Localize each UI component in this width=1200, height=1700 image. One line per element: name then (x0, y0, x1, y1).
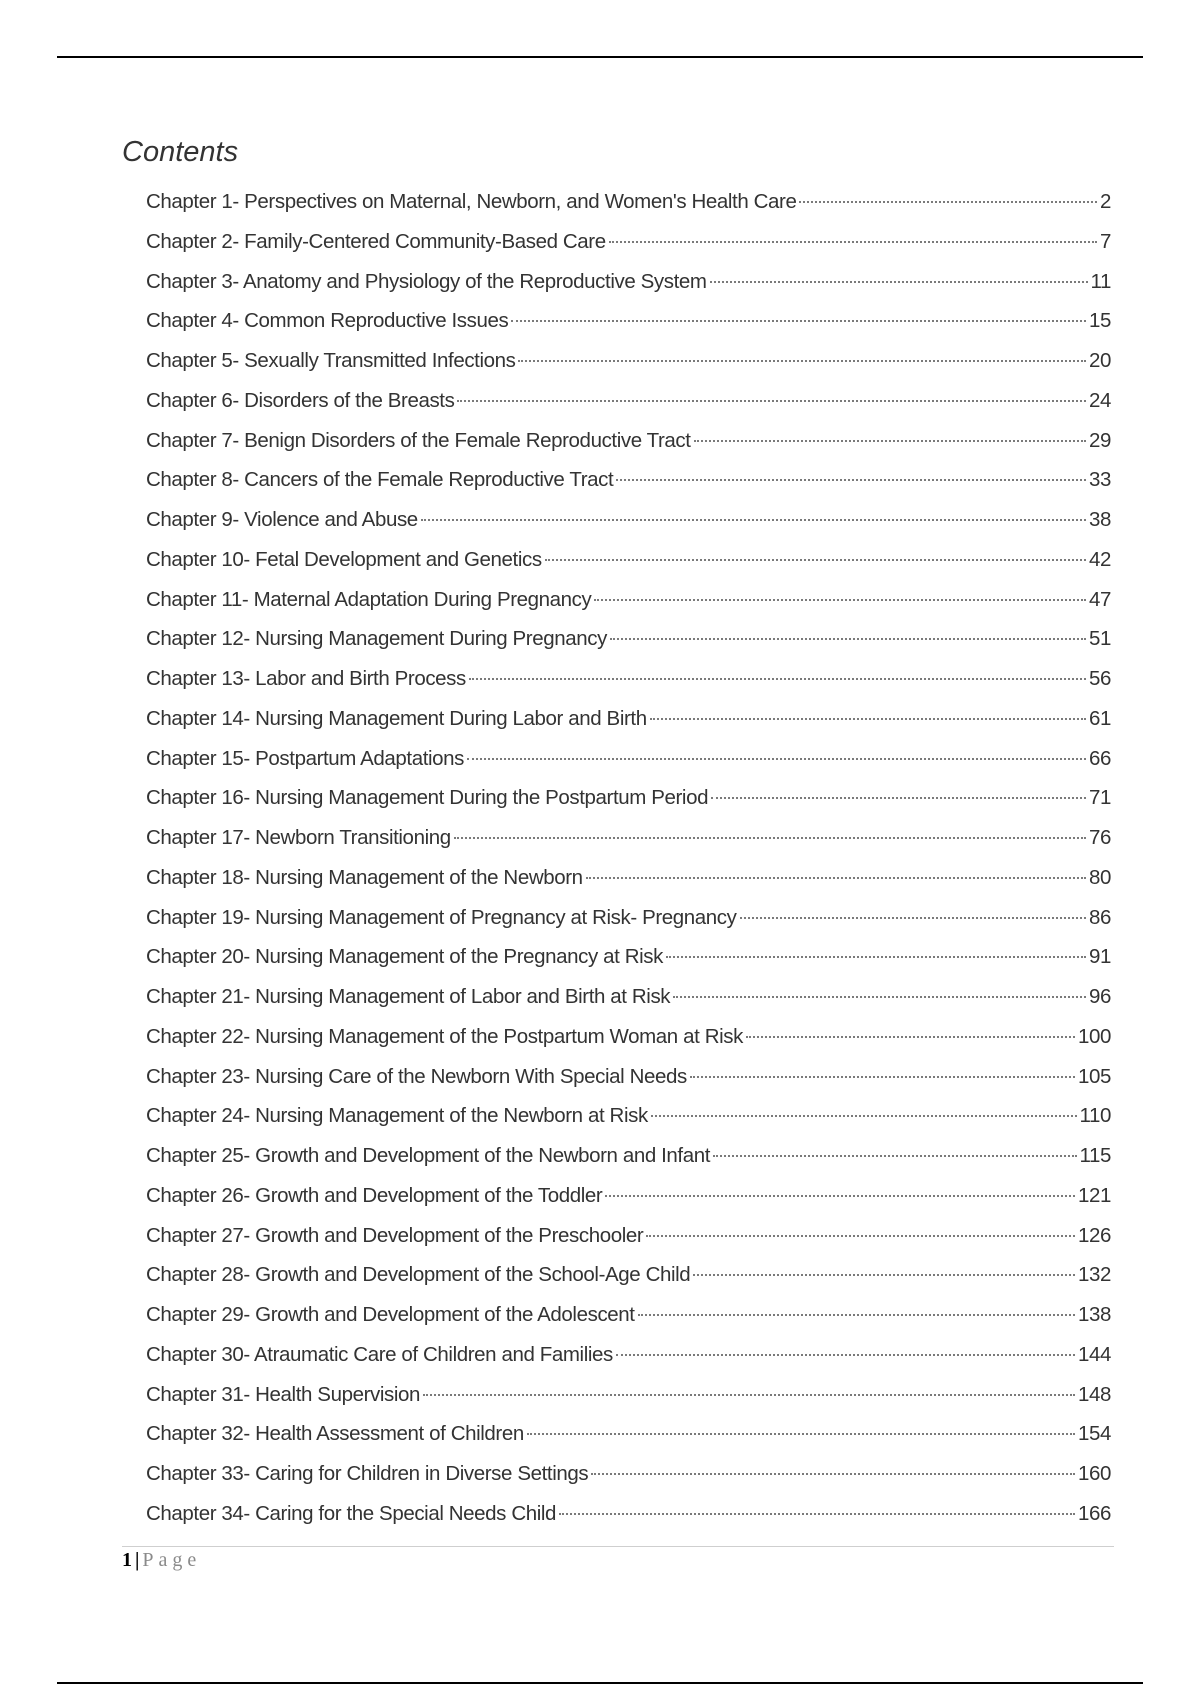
toc-entry[interactable] (146, 381, 1111, 421)
toc-entry-page: 126 (1077, 1223, 1111, 1247)
toc-entry[interactable] (146, 421, 1111, 461)
toc-dot-leader (591, 1471, 1075, 1475)
toc-entry-page: 132 (1077, 1263, 1111, 1287)
toc-entry-page: 138 (1077, 1303, 1111, 1326)
toc-entry[interactable] (146, 1295, 1111, 1335)
toc-entry-title: Chapter 34- Caring for the Special Needs Child (146, 1501, 557, 1525)
toc-entry[interactable] (146, 1057, 1111, 1097)
toc-entry-page: 11 (1090, 269, 1111, 293)
toc-dot-leader (616, 477, 1086, 481)
top-rule (57, 56, 1143, 58)
toc-entry[interactable] (146, 1136, 1111, 1176)
toc-entry-title: Chapter 5- Sexually Transmitted Infections (146, 349, 516, 372)
toc-entry-title: Chapter 11- Maternal Adaptation During Pregnancy (146, 587, 592, 611)
contents-heading: Contents (122, 136, 239, 168)
toc-entry-title: Chapter 3- Anatomy and Physiology of the Reproductive System (146, 269, 707, 293)
toc-entry-title: Chapter 33- Caring for Children in Diverse Settings (146, 1462, 589, 1485)
toc-entry-page: 76 (1088, 826, 1111, 849)
footer-page-number: 1 (122, 1549, 132, 1571)
toc-dot-leader (651, 1113, 1077, 1117)
toc-entry-title: Chapter 12- Nursing Management During Pregnancy (146, 627, 607, 651)
toc-dot-leader (693, 1272, 1075, 1276)
toc-entry-title: Chapter 7- Benign Disorders of the Female Reproductive Tract (146, 428, 691, 452)
page-footer (122, 1549, 201, 1572)
toc-entry[interactable] (146, 977, 1111, 1017)
toc-entry-title: Chapter 32- Health Assessment of Children (146, 1422, 524, 1446)
toc-entry-title: Chapter 29- Growth and Development of the Adolescent (146, 1303, 635, 1326)
bottom-rule (57, 1682, 1143, 1684)
toc-entry[interactable] (146, 1255, 1111, 1295)
toc-entry-title: Chapter 19- Nursing Management of Pregnancy at Risk- Pregnancy (146, 905, 737, 929)
toc-entry[interactable] (146, 1096, 1111, 1136)
toc-dot-leader (559, 1511, 1075, 1515)
toc-dot-leader (690, 1074, 1075, 1078)
toc-entry-page: 115 (1079, 1144, 1111, 1167)
toc-entry[interactable] (146, 898, 1111, 938)
toc-entry-title: Chapter 24- Nursing Management of the Newborn at Risk (146, 1104, 648, 1128)
toc-entry-page: 15 (1088, 309, 1111, 333)
toc-entry-page: 148 (1077, 1382, 1111, 1406)
toc-dot-leader (605, 1193, 1075, 1197)
toc-entry[interactable] (146, 1375, 1111, 1415)
toc-entry-title: Chapter 4- Common Reproductive Issues (146, 309, 509, 333)
toc-dot-leader (673, 994, 1086, 998)
toc-entry[interactable] (146, 858, 1111, 898)
toc-entry-page: 38 (1088, 508, 1111, 531)
toc-entry-title: Chapter 14- Nursing Management During Labor and Birth (146, 706, 647, 730)
toc-entry-page: 166 (1077, 1501, 1111, 1525)
toc-dot-leader (527, 1431, 1075, 1435)
toc-dot-leader (518, 358, 1086, 362)
toc-entry-page: 91 (1088, 945, 1111, 969)
toc-entry-title: Chapter 23- Nursing Care of the Newborn With Special Needs (146, 1064, 687, 1088)
toc-dot-leader (467, 756, 1086, 760)
toc-entry[interactable] (146, 301, 1111, 341)
toc-entry-title: Chapter 6- Disorders of the Breasts (146, 388, 455, 412)
toc-entry[interactable] (146, 1494, 1111, 1534)
toc-entry-title: Chapter 21- Nursing Management of Labor and Birth at Risk (146, 985, 671, 1008)
toc-entry-page: 24 (1088, 388, 1111, 412)
toc-entry-page: 105 (1077, 1064, 1111, 1088)
toc-entry[interactable] (146, 500, 1111, 540)
toc-entry-title: Chapter 1- Perspectives on Maternal, Newborn, and Women's Health Care (146, 190, 797, 213)
toc-entry-page: 61 (1088, 706, 1111, 730)
toc-dot-leader (469, 676, 1086, 680)
toc-entry[interactable] (146, 1017, 1111, 1057)
toc-entry[interactable] (146, 659, 1111, 699)
toc-entry[interactable] (146, 739, 1111, 779)
toc-entry-title: Chapter 18- Nursing Management of the Newborn (146, 865, 583, 889)
toc-dot-leader (616, 1352, 1075, 1356)
toc-entry-title: Chapter 17- Newborn Transitioning (146, 826, 451, 849)
toc-dot-leader (740, 915, 1086, 919)
table-of-contents (146, 182, 1111, 1534)
toc-entry-title: Chapter 16- Nursing Management During the Postpartum Period (146, 786, 709, 810)
toc-entry-page: 42 (1088, 547, 1111, 571)
toc-entry[interactable] (146, 222, 1111, 262)
footer-separator: | (135, 1549, 140, 1571)
toc-entry-page: 33 (1088, 468, 1111, 492)
toc-dot-leader (609, 239, 1097, 243)
toc-entry-title: Chapter 28- Growth and Development of the School-Age Child (146, 1263, 691, 1287)
toc-entry-page: 80 (1088, 865, 1111, 889)
toc-entry-page: 29 (1088, 428, 1111, 452)
toc-dot-leader (650, 716, 1086, 720)
toc-entry-title: Chapter 20- Nursing Management of the Pregnancy at Risk (146, 945, 663, 969)
toc-entry-page: 121 (1077, 1183, 1111, 1207)
toc-entry-page: 110 (1079, 1104, 1111, 1128)
toc-dot-leader (610, 636, 1086, 640)
toc-entry[interactable] (146, 937, 1111, 977)
toc-dot-leader (511, 318, 1086, 322)
toc-entry-title: Chapter 8- Cancers of the Female Reproductive Tract (146, 468, 614, 492)
toc-entry-page: 7 (1099, 229, 1111, 253)
toc-entry-title: Chapter 25- Growth and Development of the Newborn and Infant (146, 1144, 711, 1167)
toc-entry-page: 144 (1077, 1342, 1111, 1366)
toc-entry[interactable] (146, 540, 1111, 580)
toc-entry[interactable] (146, 262, 1111, 302)
toc-entry-title: Chapter 27- Growth and Development of the Preschooler (146, 1223, 644, 1247)
toc-dot-leader (746, 1034, 1075, 1038)
toc-entry-title: Chapter 2- Family-Centered Community-Based Care (146, 229, 606, 253)
toc-entry[interactable] (146, 580, 1111, 620)
toc-entry-page: 47 (1088, 587, 1111, 611)
toc-entry-page: 154 (1077, 1422, 1111, 1446)
toc-entry-title: Chapter 10- Fetal Development and Genetics (146, 547, 542, 571)
toc-entry-page: 66 (1088, 746, 1111, 770)
toc-entry[interactable] (146, 699, 1111, 739)
toc-entry-page: 2 (1099, 190, 1111, 213)
toc-entry[interactable] (146, 341, 1111, 381)
toc-entry-title: Chapter 15- Postpartum Adaptations (146, 746, 465, 770)
toc-entry[interactable] (146, 818, 1111, 858)
toc-entry[interactable] (146, 1335, 1111, 1375)
toc-entry-page: 86 (1088, 905, 1111, 929)
toc-dot-leader (457, 398, 1086, 402)
toc-entry-title: Chapter 26- Growth and Development of the Toddler (146, 1183, 603, 1207)
toc-dot-leader (694, 438, 1086, 442)
toc-entry[interactable] (146, 778, 1111, 818)
toc-dot-leader (586, 875, 1086, 879)
toc-dot-leader (713, 1153, 1077, 1157)
toc-entry[interactable] (146, 1414, 1111, 1454)
toc-entry-page: 71 (1088, 786, 1111, 810)
toc-dot-leader (710, 279, 1088, 283)
toc-entry-page: 20 (1088, 349, 1111, 372)
toc-dot-leader (646, 1233, 1075, 1237)
toc-dot-leader (711, 795, 1086, 799)
toc-dot-leader (423, 1392, 1075, 1396)
toc-entry-page: 100 (1077, 1024, 1111, 1048)
toc-entry[interactable] (146, 1176, 1111, 1216)
toc-dot-leader (799, 199, 1097, 203)
toc-entry-title: Chapter 22- Nursing Management of the Postpartum Woman at Risk (146, 1024, 743, 1048)
toc-entry-title: Chapter 30- Atraumatic Care of Children and Families (146, 1342, 613, 1366)
toc-entry[interactable] (146, 619, 1111, 659)
toc-entry[interactable] (146, 1216, 1111, 1256)
toc-entry-page: 160 (1077, 1462, 1111, 1485)
toc-entry[interactable] (146, 182, 1111, 222)
toc-dot-leader (638, 1312, 1075, 1316)
toc-entry-title: Chapter 13- Labor and Birth Process (146, 667, 466, 690)
toc-entry[interactable] (146, 1454, 1111, 1494)
toc-entry-page: 51 (1088, 627, 1111, 651)
toc-entry[interactable] (146, 460, 1111, 500)
footer-rule (122, 1546, 1114, 1547)
toc-entry-page: 96 (1088, 985, 1111, 1008)
toc-dot-leader (421, 517, 1086, 521)
toc-dot-leader (594, 597, 1086, 601)
toc-dot-leader (545, 557, 1086, 561)
footer-page-label: Page (142, 1549, 202, 1571)
toc-entry-title: Chapter 9- Violence and Abuse (146, 508, 418, 531)
toc-entry-page: 56 (1088, 667, 1111, 690)
toc-entry-title: Chapter 31- Health Supervision (146, 1382, 421, 1406)
toc-dot-leader (666, 954, 1086, 958)
toc-dot-leader (454, 835, 1086, 839)
